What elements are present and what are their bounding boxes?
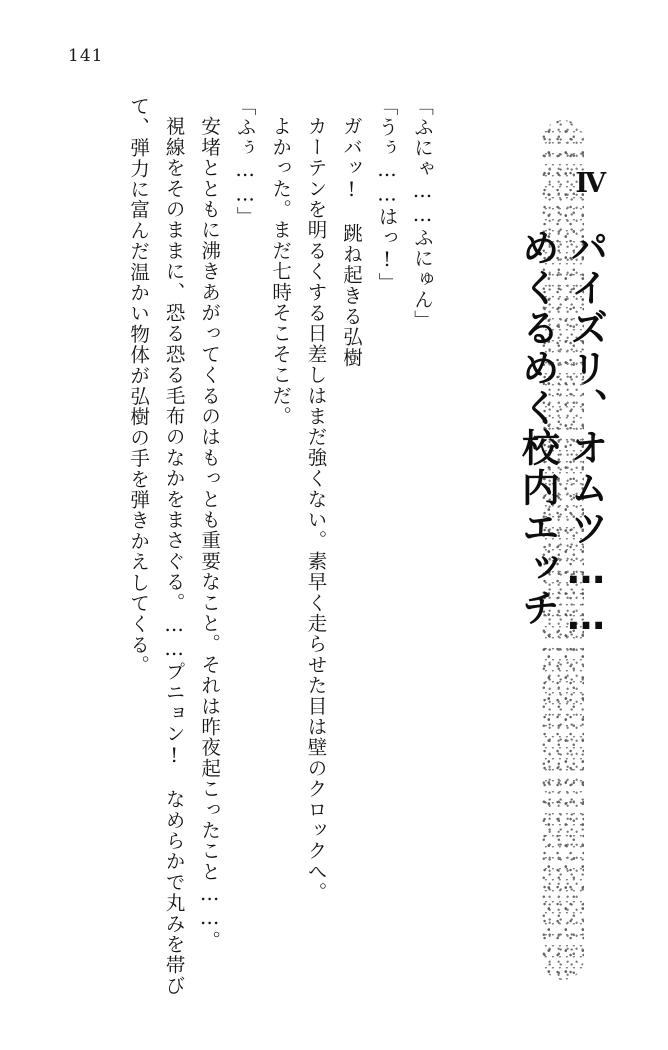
paragraph: よかった。まだ七時そこそこだ。 [269, 115, 293, 426]
paragraph: 「うぅ……はっ!」 [375, 96, 399, 293]
chapter-title [513, 228, 610, 928]
page-number: 141 [68, 46, 104, 66]
paragraph: 視線をそのままに、恐る恐る毛布のなかをまさぐる。……プニョン! なめらかで丸みを帯びて、弾力に富んだ温かい物体が弘樹の手を弾きかえしてくる。 [127, 96, 186, 996]
body-text-vertical [40, 96, 440, 1006]
paragraph: 安堵とともに沸きあがってくるのはもっとも重要なこと。それは昨夜起こったこと……。 [198, 115, 222, 951]
paragraph: 「ふぅ……」 [233, 96, 257, 228]
paragraph: ガバッ! 跳ね起きる弘樹 [340, 115, 364, 368]
paragraph: カーテンを明るくする日差しはまだ強くない。素早く走らせた目は壁のクロックへ。 [304, 115, 328, 903]
chapter-title-line: パイズリ、オムツ…… [564, 228, 608, 640]
chapter-number: Ⅳ [575, 168, 606, 199]
paragraph: 「ふにゃ……ふにゅん」 [411, 96, 434, 331]
chapter-heading [420, 110, 610, 990]
chapter-title-line: めくるめく校内エッチ [515, 228, 560, 628]
